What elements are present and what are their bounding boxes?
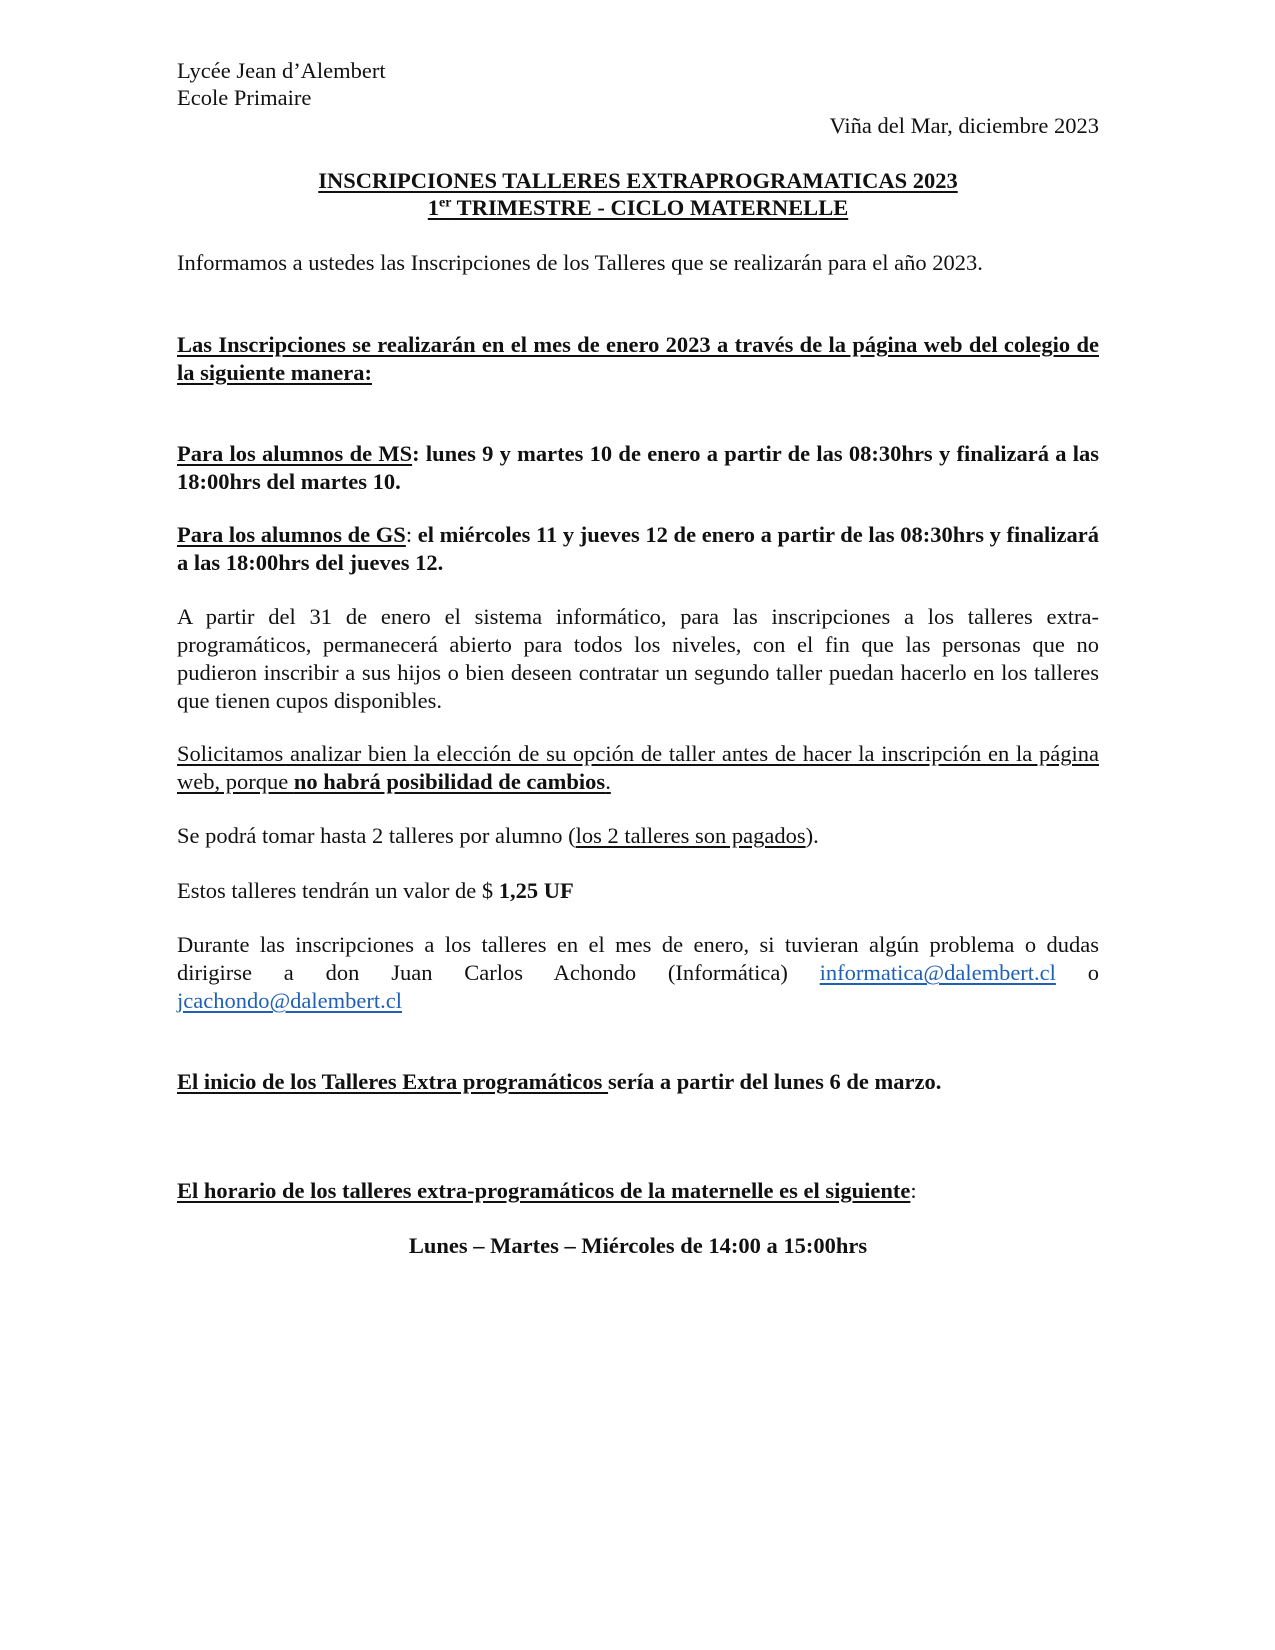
email-link-jcachondo[interactable]: jcachondo@dalembert.cl: [177, 988, 402, 1013]
limit-post: ).: [805, 823, 819, 848]
schedule-colon: :: [910, 1178, 917, 1203]
contact-or: o: [1055, 960, 1099, 985]
title-line-2: [177, 194, 1099, 222]
request-end: .: [605, 769, 611, 794]
ms-label: Para los alumnos de MS: [177, 441, 413, 466]
open-system-paragraph: A partir del 31 de enero el sistema informático, para las inscripciones a los talleres extra-programáticos, permanecerá abierto para todos los niveles, con el fin que las personas que no pudieron inscribir a sus hijos o bien deseen contratar un segundo taller puedan hacerlo en los talleres que tienen cupos disponibles.: [177, 604, 1099, 713]
start-rest: sería a partir del lunes 6 de marzo.: [608, 1069, 942, 1094]
limit-pre: Se podrá tomar hasta 2 talleres por alumno (: [177, 823, 576, 848]
registration-heading: Las Inscripciones se realizarán en el mes de enero 2023 a través de la página web del colegio de la siguiente manera:: [177, 332, 1099, 385]
no-changes-emphasis: no habrá posibilidad de cambios: [293, 769, 606, 794]
gs-colon: :: [405, 522, 413, 547]
request-paragraph: [177, 740, 1099, 796]
start-underlined: El inicio de los Talleres Extra programáticos: [177, 1069, 609, 1094]
intro-paragraph: Informamos a ustedes las Inscripciones de los Talleres que se realizarán para el año 2023.: [177, 250, 983, 275]
price-value: 1,25 UF: [498, 878, 574, 903]
ms-paragraph: [177, 440, 1099, 496]
gs-label: Para los alumnos de GS: [177, 522, 406, 547]
schedule-heading: [177, 1177, 1099, 1205]
title-line-1: INSCRIPCIONES TALLERES EXTRAPROGRAMATICAS 2023: [318, 168, 958, 193]
start-paragraph: [177, 1068, 1099, 1096]
header-section: Ecole Primaire: [177, 85, 312, 110]
schedule-heading-text: El horario de los talleres extra-programáticos de la maternelle es el siguiente: [177, 1178, 911, 1203]
gs-paragraph: [177, 521, 1099, 577]
price-paragraph: [177, 877, 1099, 905]
contact-paragraph: [177, 931, 1099, 1015]
gs-text: el miércoles 11 y jueves 12 de enero a partir de las 08:30hrs y finalizará a las 18:00hrs del jueves 12.: [177, 522, 1100, 575]
limit-paragraph: [177, 822, 1099, 850]
limit-underlined: los 2 talleres son pagados: [575, 823, 806, 848]
schedule-days: Lunes – Martes – Miércoles de 14:00 a 15:00hrs: [408, 1233, 868, 1258]
title-trimester: TRIMESTRE - CICLO MATERNELLE: [451, 195, 849, 220]
header-school: Lycée Jean d’Alembert: [177, 58, 386, 83]
title-ordinal: 1: [427, 195, 440, 220]
contact-text: Durante las inscripciones a los talleres en el mes de enero, si tuvieran algún problema o dudas dirigirse a don Juan Carlos Achondo (Informática): [177, 932, 1099, 985]
header-place-date: Viña del Mar, diciembre 2023: [829, 113, 1099, 138]
title-ordinal-suffix: er: [439, 195, 452, 211]
email-link-informatica[interactable]: informatica@dalembert.cl: [819, 960, 1056, 985]
price-pre: Estos talleres tendrán un valor de $: [177, 878, 499, 903]
request-text: Solicitamos analizar bien la elección de su opción de taller antes de hacer la inscripción en la página web, porque: [177, 741, 1099, 794]
ms-text: : lunes 9 y martes 10 de enero a partir de las 08:30hrs y finalizará a las 18:00hrs del martes 10.: [177, 441, 1099, 494]
